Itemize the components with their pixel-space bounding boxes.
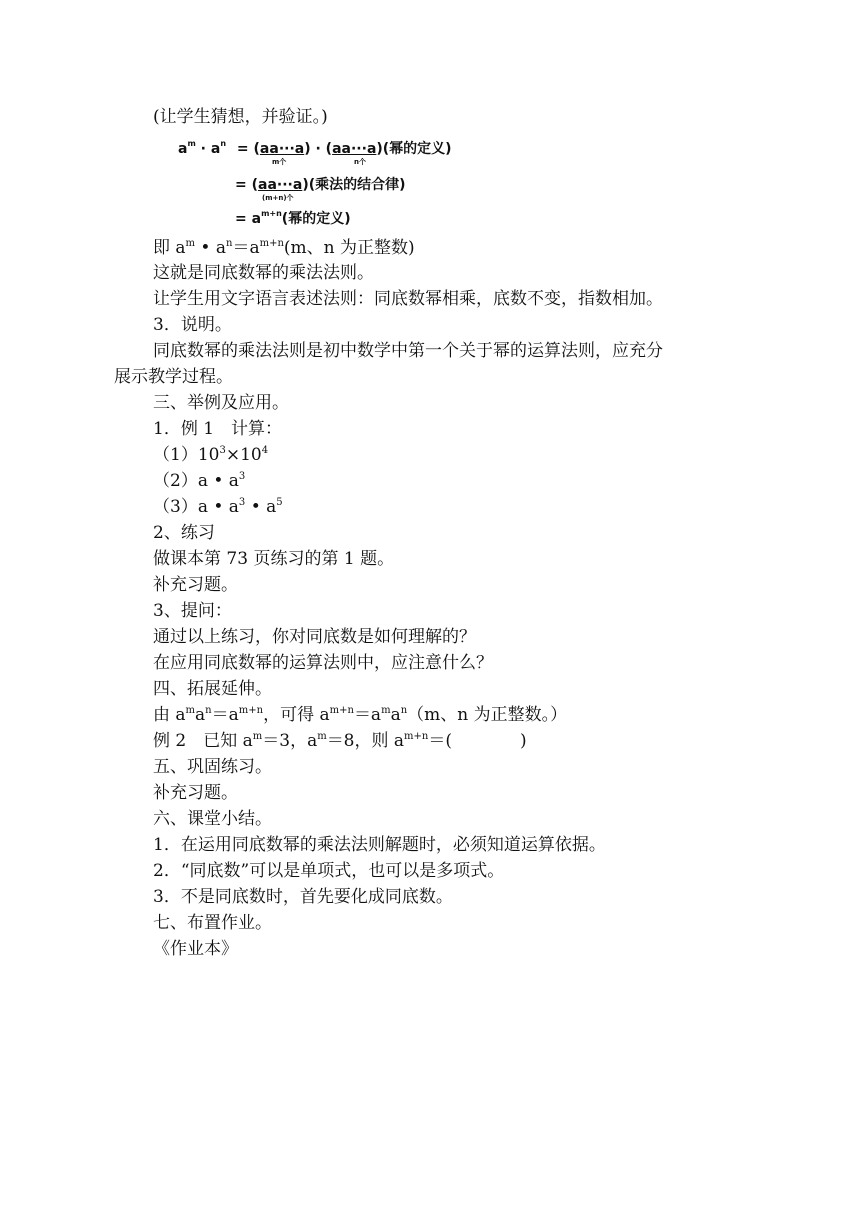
section-heading: 五、巩固练习。 <box>153 757 272 777</box>
rule-line: 即 $a^m$ • $a^n=a^{m+n}(m$、n 为正整数) <box>153 238 415 258</box>
text-line: 在应用同底数幂的运算法则中，应注意什么？ <box>153 653 493 673</box>
extension-line: 由 $a^ma^n=a^{m+n}$，可得 $a^{m+n}=a^ma^n(m$、n 为正整数。） <box>153 705 568 725</box>
example-2-line: 例 2 已知 $a^m=3$，$a^m=8$，则 $a^{m+n}=$( ) <box>153 731 527 751</box>
text-line: 做课本第 73 页练习的第 1 题。 <box>153 549 395 569</box>
section-heading: 四、拓展延伸。 <box>153 679 272 699</box>
text-line: 同底数幂的乘法法则是初中数学中第一个关于幂的运算法则，应充分 <box>153 341 663 361</box>
text-line: 让学生用文字语言表述法则：同底数幂相乘，底数不变，指数相加。 <box>153 289 663 309</box>
derivation-row-3: = $a^{m+n}$(幂的定义) <box>235 209 351 227</box>
summary-item-2: 2．“同底数”可以是单项式，也可以是多项式。 <box>153 861 505 881</box>
example-item-1: $(1)10^3\times 10^4$ <box>153 445 269 465</box>
section-heading: 六、课堂小结。 <box>153 809 272 829</box>
section-item: 3．说明。 <box>153 315 232 335</box>
summary-item-3: 3．不是同底数时，首先要化成同底数。 <box>153 887 453 907</box>
section-item: 3、提问： <box>153 601 232 621</box>
text-line: 补充习题。 <box>153 783 238 803</box>
section-item: 2、练习 <box>153 523 215 543</box>
text-line: 展示教学过程。 <box>114 367 233 387</box>
brace-label-n: n个 <box>354 158 366 166</box>
brace-label-m: m个 <box>272 158 287 166</box>
derivation-figure <box>178 136 508 232</box>
example-item-3: （3）a • $a^3$ • $a^5$ <box>153 497 283 517</box>
derivation-row-1: $a^m \cdot a^n = (aa\cdot\cdot\cdot a) \cdot (aa\cdot\cdot\cdot a)$(幂的定义) <box>178 139 452 157</box>
section-item: 1．例 1 计算： <box>153 419 283 439</box>
summary-item-1: 1．在运用同底数幂的乘法法则解题时，必须知道运算依据。 <box>153 835 606 855</box>
section-heading: 七、布置作业。 <box>153 913 272 933</box>
text-line: 补充习题。 <box>153 575 238 595</box>
brace-label-mn: (m+n)个 <box>262 194 294 202</box>
section-heading: 三、举例及应用。 <box>153 393 289 413</box>
text-line: 通过以上练习，你对同底数是如何理解的？ <box>153 627 476 647</box>
text-line: 这就是同底数幂的乘法法则。 <box>153 263 374 283</box>
intro-line: (让学生猜想，并验证。) <box>153 107 328 127</box>
example-item-2: （2）a • $a^3$ <box>153 471 246 491</box>
base-a: a <box>178 141 188 157</box>
derivation-row-2: = (aa···a)(乘法的结合律) <box>235 177 406 193</box>
homework-line: 《作业本》 <box>153 939 238 959</box>
